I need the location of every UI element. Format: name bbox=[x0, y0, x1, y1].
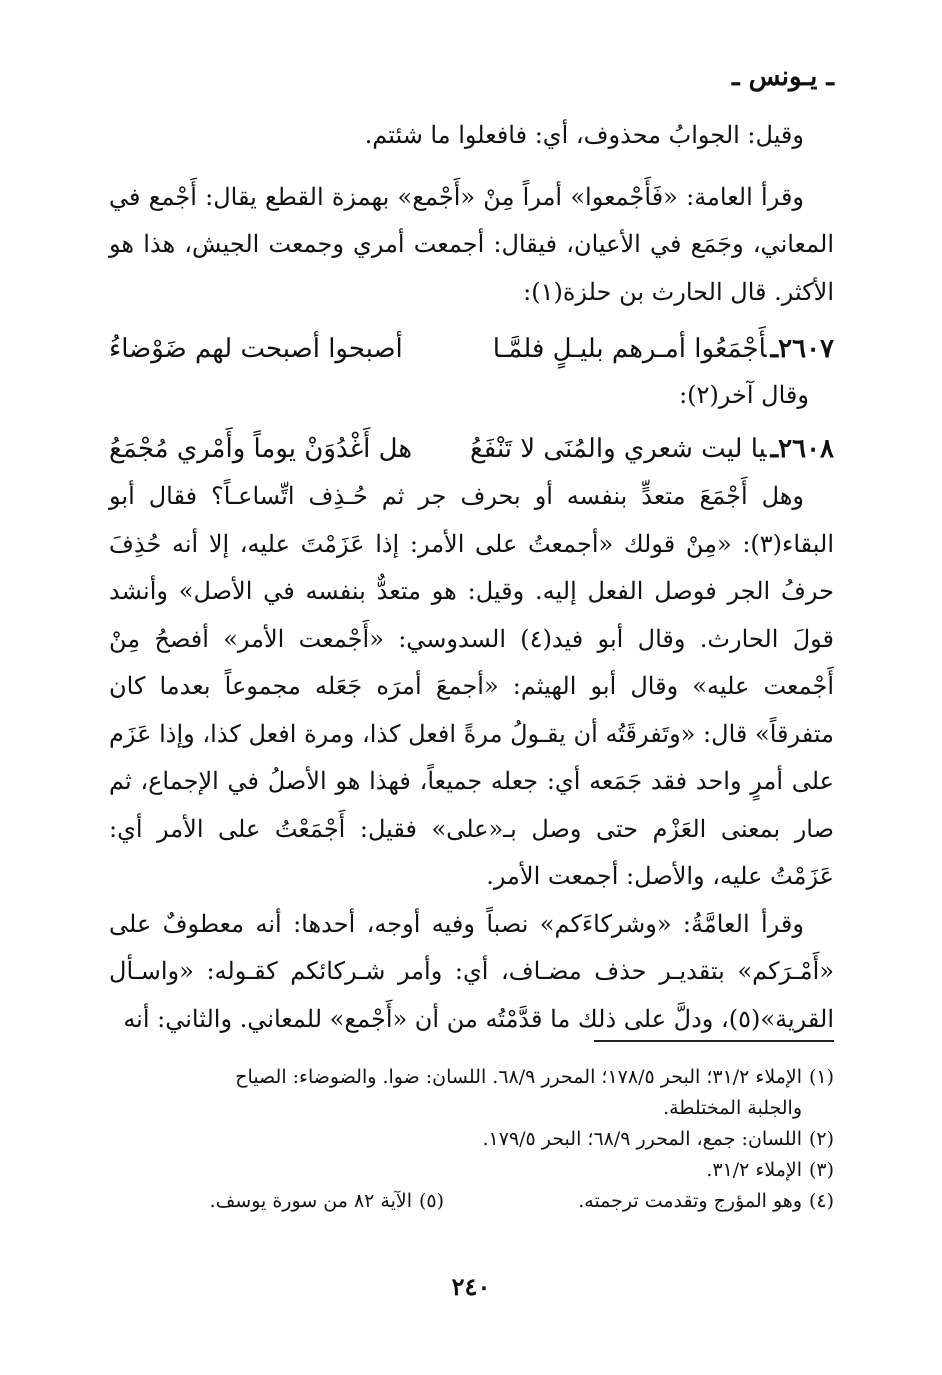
footnote-5 bbox=[210, 1186, 444, 1217]
footnote-row-4-5 bbox=[109, 1186, 834, 1217]
running-header: ـ يـونس ـ bbox=[731, 62, 834, 92]
footnote-3-number: (٣) bbox=[808, 1159, 834, 1181]
footnote-1-continuation: والجلبة المختلطة. bbox=[663, 1097, 802, 1119]
footnotes bbox=[109, 1062, 834, 1217]
footnote-2-text: اللسان: جمع، المحرر ٦٨/٩؛ البحر ١٧٩/٥. bbox=[482, 1128, 802, 1150]
verse-2607-number: ٢٦٠٧ـ bbox=[770, 334, 834, 364]
footnote-1-number: (١) bbox=[808, 1066, 834, 1088]
paragraph-5: وقرأ العامَّةُ: «وشركاءَكم» نصباً وفيه أوجه، أحدها: أنه معطوفٌ على «أَمْـرَكم» بتقديـر حذف مضـاف، أي: وأمر شـركائكم كقـوله: «واسـأل القرية»(٥)، ودلَّ على ذلك ما قدَّمْتُه من أن «أَجْمع» للمعاني. والثاني: أنه bbox=[109, 909, 834, 1033]
footnote-4 bbox=[444, 1186, 834, 1217]
main-text bbox=[109, 112, 834, 1043]
verse-2607-first-hemistich bbox=[493, 326, 834, 374]
verse-2608-number: ٢٦٠٨ـ bbox=[770, 433, 834, 464]
footnote-5-text: الآية ٨٢ من سورة يوسف. bbox=[209, 1190, 412, 1212]
footnote-5-number: (٥) bbox=[418, 1190, 444, 1212]
verse-2608-first-text: يا ليت شعري والمُنَى لا تَنْفَعُ bbox=[469, 433, 767, 464]
paragraph-3: وقال آخر(٢): bbox=[679, 380, 809, 409]
footnote-separator bbox=[594, 1040, 834, 1042]
footnote-3 bbox=[109, 1155, 834, 1186]
paragraph-1: وقيل: الجوابُ محذوف، أي: فافعلوا ما شئتم. bbox=[364, 121, 804, 149]
verse-2607-first-text: أَجْمَعُوا أمـرهم بليـلٍ فلمَّـا bbox=[492, 334, 767, 364]
paragraph-2: وقرأ العامة: «فَأَجْمعوا» أمراً مِنْ «أَجْمع» بهمزة القطع يقال: أَجْمع في المعاني، وجَمَع في الأعيان، فيقال: أجمعت أمري وجمعت الجيش، هذا هو الأكثر. قال الحارث بن حلزة(١): bbox=[109, 182, 834, 306]
footnote-3-text: الإملاء ٣١/٢. bbox=[706, 1159, 802, 1181]
paragraph-4: وهل أَجْمَعَ متعدٍّ بنفسه أو بحرف جر ثم حُـذِف اتِّساعـاً؟ فقال أبو البقاء(٣): «مِنْ قولك «أجمعتُ على الأمر: إذا عَزَمْتَ عليه، إلا أنه حُذِفَ حرفُ الجر فوصل الفعل إليه. وقيل: هو متعدٌّ بنفسه في الأصل» وأنشد قولَ الحارث. وقال أبو فيد(٤) السدوسي: «أَجْمعت الأمر» أفصحُ مِنْ أَجْمعت عليه» وقال أبو الهيثم: «أجمعَ أمرَه جَعَله مجموعاً بعدما كان متفرقاً» قال: «وتَفرقَتُه أن يقـولُ مرةً افعل كذا، ومرة افعل كذا، وإذا عَزَم على أمرٍ واحد فقد جَمَعه أي: جعله جميعاً، فهذا هو الأصلُ في الإجماع، ثم صار بمعنى العَزْم حتى وصل بـ«على» فقيل: أَجْمَعْتُ على الأمر أي: عَزَمْتُ عليه، والأصل: أجمعت الأمر. bbox=[109, 482, 834, 890]
verse-2607-second-hemistich: أصبحوا أصبحت لهم ضَوْضاءُ bbox=[109, 334, 403, 364]
footnote-1-text: الإملاء ٣١/٢؛ البحر ١٧٨/٥؛ المحرر ٦٨/٩. اللسان: ضوا. والضوضاء: الصياح bbox=[235, 1066, 802, 1088]
footnote-2-number: (٢) bbox=[808, 1128, 834, 1150]
footnote-1 bbox=[109, 1062, 834, 1093]
footnote-2 bbox=[109, 1124, 834, 1155]
verse-2608 bbox=[109, 426, 834, 474]
verse-2608-second-hemistich: هل أَغْدُوَنْ يوماً وأَمْري مُجْمَعُ bbox=[109, 433, 413, 464]
footnote-4-text: وهو المؤرج وتقدمت ترجمته. bbox=[578, 1190, 802, 1212]
verse-2608-first-hemistich bbox=[470, 426, 834, 474]
verse-2607 bbox=[109, 326, 834, 374]
footnote-4-number: (٤) bbox=[808, 1190, 834, 1212]
page-number: ٢٤٠ bbox=[451, 1272, 491, 1301]
